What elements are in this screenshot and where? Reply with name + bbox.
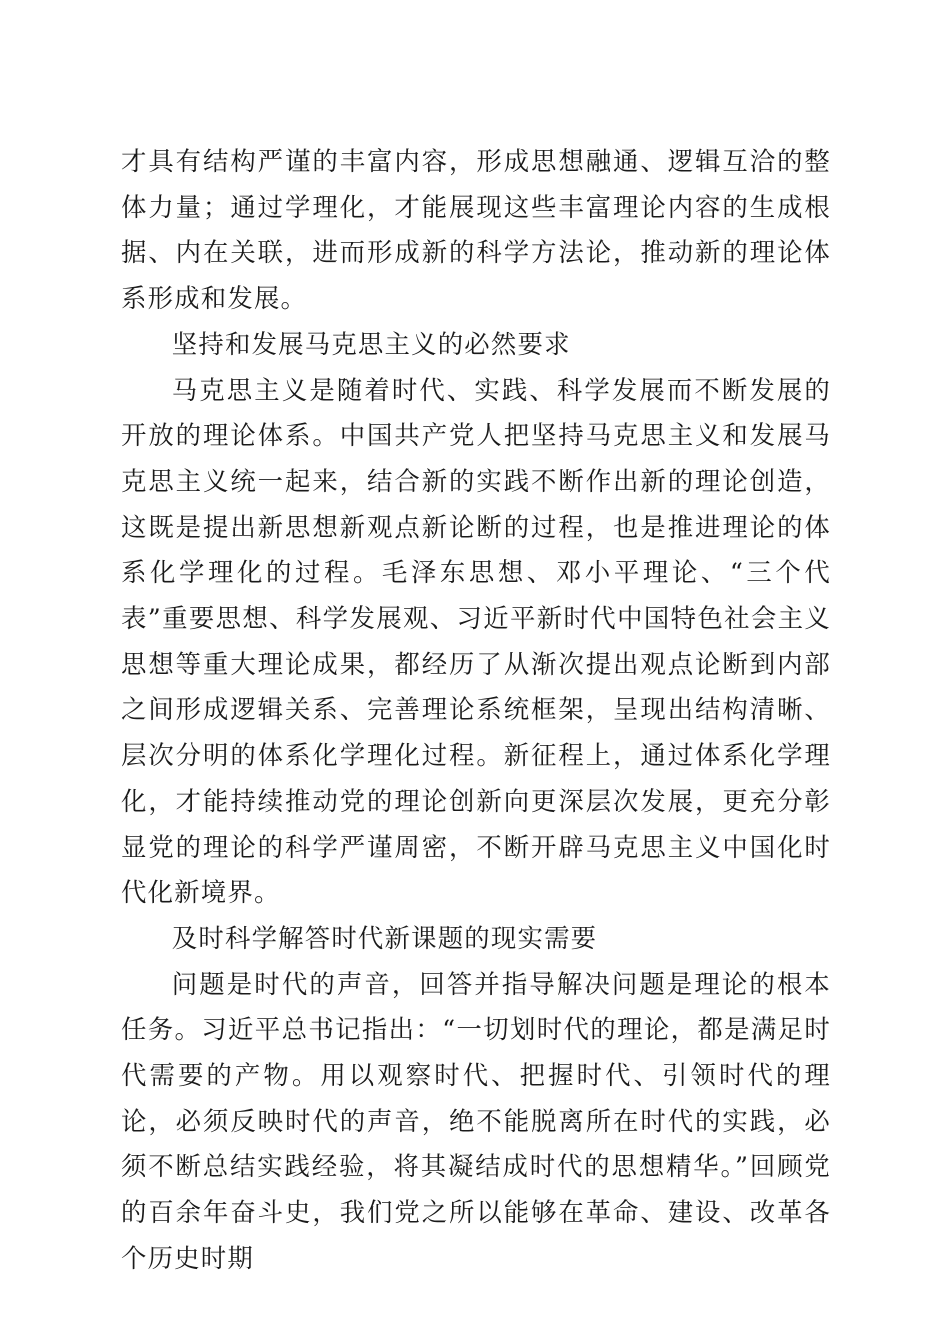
section-heading-requirement: 坚持和发展马克思主义的必然要求 xyxy=(171,328,571,359)
paragraph-marxism-development: 马克思主义是随着时代、实践、科学发展而不断发展的开放的理论体系。中国共产党人把坚持马克思主义和发展马克思主义统一起来，结合新的实践不断作出新的理论创造，这既是提出新思想新观点新论断的过程，也是推进理论的体系化学理化的过程。毛泽东思想、邓小平理论、“三个代表”重要思想、科学发展观、习近平新时代中国特色社会主义思想等重大理论成果，都经历了从渐次提出观点论断到内部之间形成逻辑关系、完善理论系统框架，呈现出结构清晰、层次分明的体系化学理化过程。新征程上，通过体系化学理化，才能持续推动党的理论创新向更深层次发展，更充分彰显党的理论的科学严谨周密，不断开辟马克思主义中国化时代化新境界。 xyxy=(121,374,831,908)
paragraph-continuation: 才具有结构严谨的丰富内容，形成思想融通、逻辑互洽的整体力量；通过学理化，才能展现这些丰富理论内容的生成根据、内在关联，进而形成新的科学方法论，推动新的理论体系形成和发展。 xyxy=(121,146,831,314)
document-body xyxy=(121,139,831,1282)
paragraph-era-questions: 问题是时代的声音，回答并指导解决问题是理论的根本任务。习近平总书记指出：“一切划时代的理论，都是满足时代需要的产物。用以观察时代、把握时代、引领时代的理论，必须反映时代的声音，绝不能脱离所在时代的实践，必须不断总结实践经验，将其凝结成时代的思想精华。”回顾党的百余年奋斗史，我们党之所以能够在革命、建设、改革各个历史时期 xyxy=(121,968,831,1273)
section-heading-era-questions: 及时科学解答时代新课题的现实需要 xyxy=(171,922,598,953)
